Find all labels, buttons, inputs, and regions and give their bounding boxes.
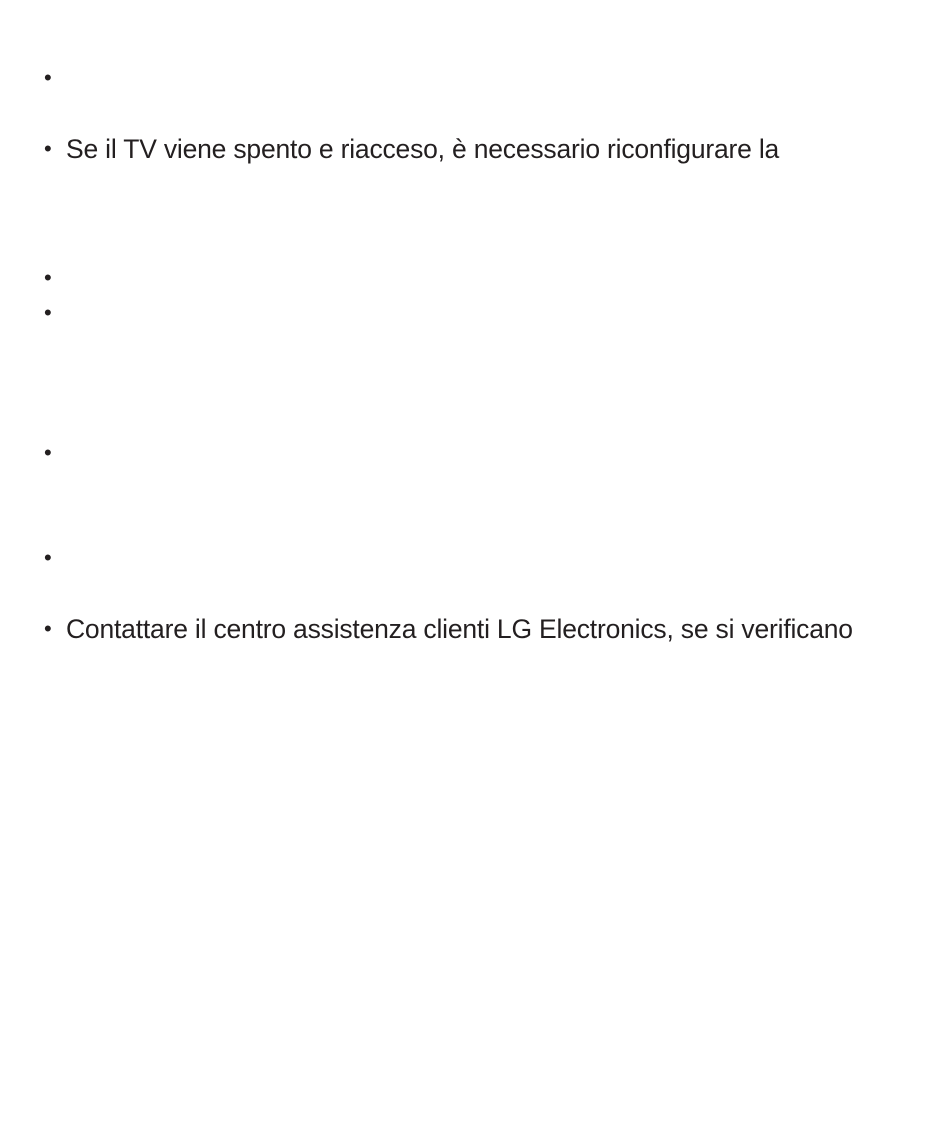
list-item-7 — [44, 614, 924, 644]
list-item-3 — [44, 263, 924, 293]
list-item-6 — [44, 543, 924, 573]
bullet-marker: • — [44, 300, 52, 325]
bullet-marker: • — [44, 440, 52, 465]
list-item-5 — [44, 438, 924, 468]
list-item-2 — [44, 134, 924, 164]
bullet-marker: • — [44, 616, 52, 641]
list-item-4 — [44, 298, 924, 328]
bullet-marker: • — [44, 65, 52, 90]
bullet-marker: • — [44, 265, 52, 290]
list-item-1 — [44, 63, 924, 93]
bullet-marker: • — [44, 136, 52, 161]
bullet-marker: • — [44, 545, 52, 570]
list-item-text: Se il TV viene spento e riacceso, è necessario riconfigurare la — [66, 134, 780, 164]
list-item-text: Contattare il centro assistenza clienti LG Electronics, se si verificano — [66, 614, 853, 644]
